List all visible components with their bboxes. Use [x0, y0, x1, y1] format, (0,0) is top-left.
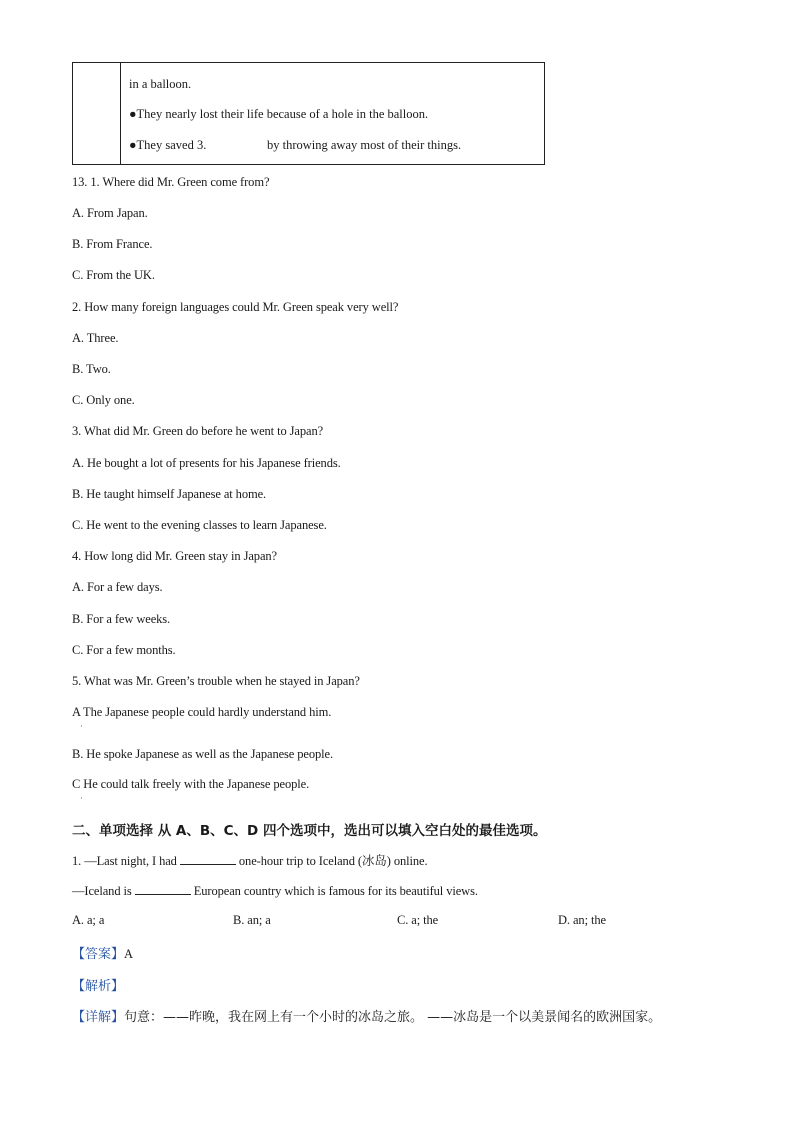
question-5-option-c: C He could talk freely with the Japanese people. [72, 777, 310, 791]
mc-option-c: C. a; the [397, 913, 439, 927]
mc-option-d: D. an; the [558, 913, 606, 927]
detail-label: 【详解】 [72, 1010, 125, 1025]
question-5: 5. What was Mr. Green’s trouble when he stayed in Japan? [72, 674, 360, 688]
question-4-option-b: B. For a few weeks. [72, 612, 171, 626]
table-divider [120, 63, 121, 164]
mc-question-1-text-a: 1. —Last night, I had [72, 854, 177, 868]
question-3: 3. What did Mr. Green do before he went to Japan? [72, 424, 324, 438]
stray-dot: · [80, 794, 83, 803]
mc-question-1-line-1 [72, 851, 428, 869]
mc-option-b: B. an; a [233, 913, 271, 927]
question-1-option-b: B. From France. [72, 237, 153, 251]
section-heading: 二、单项选择 从 A、B、C、D 四个选项中，选出可以填入空白处的最佳选项。 [72, 823, 547, 839]
question-1-option-a: A. From Japan. [72, 206, 148, 220]
question-2-option-b: B. Two. [72, 362, 111, 376]
question-2-option-c: C. Only one. [72, 393, 135, 407]
question-4-option-c: C. For a few months. [72, 643, 176, 657]
question-3-option-c: C. He went to the evening classes to learn Japanese. [72, 518, 327, 532]
analysis-label: 【解析】 [72, 979, 125, 994]
question-3-option-a: A. He bought a lot of presents for his Japanese friends. [72, 456, 341, 470]
mc-question-1-text-c: —Iceland is [72, 884, 132, 898]
question-1-option-c: C. From the UK. [72, 268, 155, 282]
table-row-3-end: by throwing away most of their things. [267, 138, 462, 152]
blank-line [135, 882, 191, 895]
mc-option-a: A. a; a [72, 913, 105, 927]
stray-dot: · [80, 722, 83, 731]
answer-line [72, 943, 133, 963]
blank-line [180, 852, 236, 865]
detail-line [72, 1006, 661, 1026]
mc-question-1-text-d: European country which is famous for its beautiful views. [193, 884, 478, 898]
question-4: 4. How long did Mr. Green stay in Japan? [72, 549, 277, 563]
question-3-option-b: B. He taught himself Japanese at home. [72, 487, 267, 501]
table-row-2: ●They nearly lost their life because of a hole in the balloon. [129, 107, 429, 121]
answer-label: 【答案】 [72, 947, 125, 962]
answer-value: A [124, 947, 133, 961]
question-5-option-b: B. He spoke Japanese as well as the Japanese people. [72, 747, 334, 761]
mc-question-1-text-b: one-hour trip to Iceland (冰岛) online. [238, 854, 428, 868]
question-2-option-a: A. Three. [72, 331, 119, 345]
table-row-1: in a balloon. [129, 77, 192, 91]
detail-text: 句意：——昨晚，我在网上有一个小时的冰岛之旅。 ——冰岛是一个以美景闻名的欧洲国家。 [124, 1010, 662, 1025]
answer-table [72, 62, 545, 165]
table-row-3-start: ●They saved 3. [129, 138, 207, 152]
question-5-option-a: A The Japanese people could hardly understand him. [72, 705, 332, 719]
question-1: 13. 1. Where did Mr. Green come from? [72, 175, 270, 189]
question-2: 2. How many foreign languages could Mr. Green speak very well? [72, 300, 399, 314]
question-4-option-a: A. For a few days. [72, 580, 163, 594]
mc-question-1-line-2 [72, 882, 478, 899]
